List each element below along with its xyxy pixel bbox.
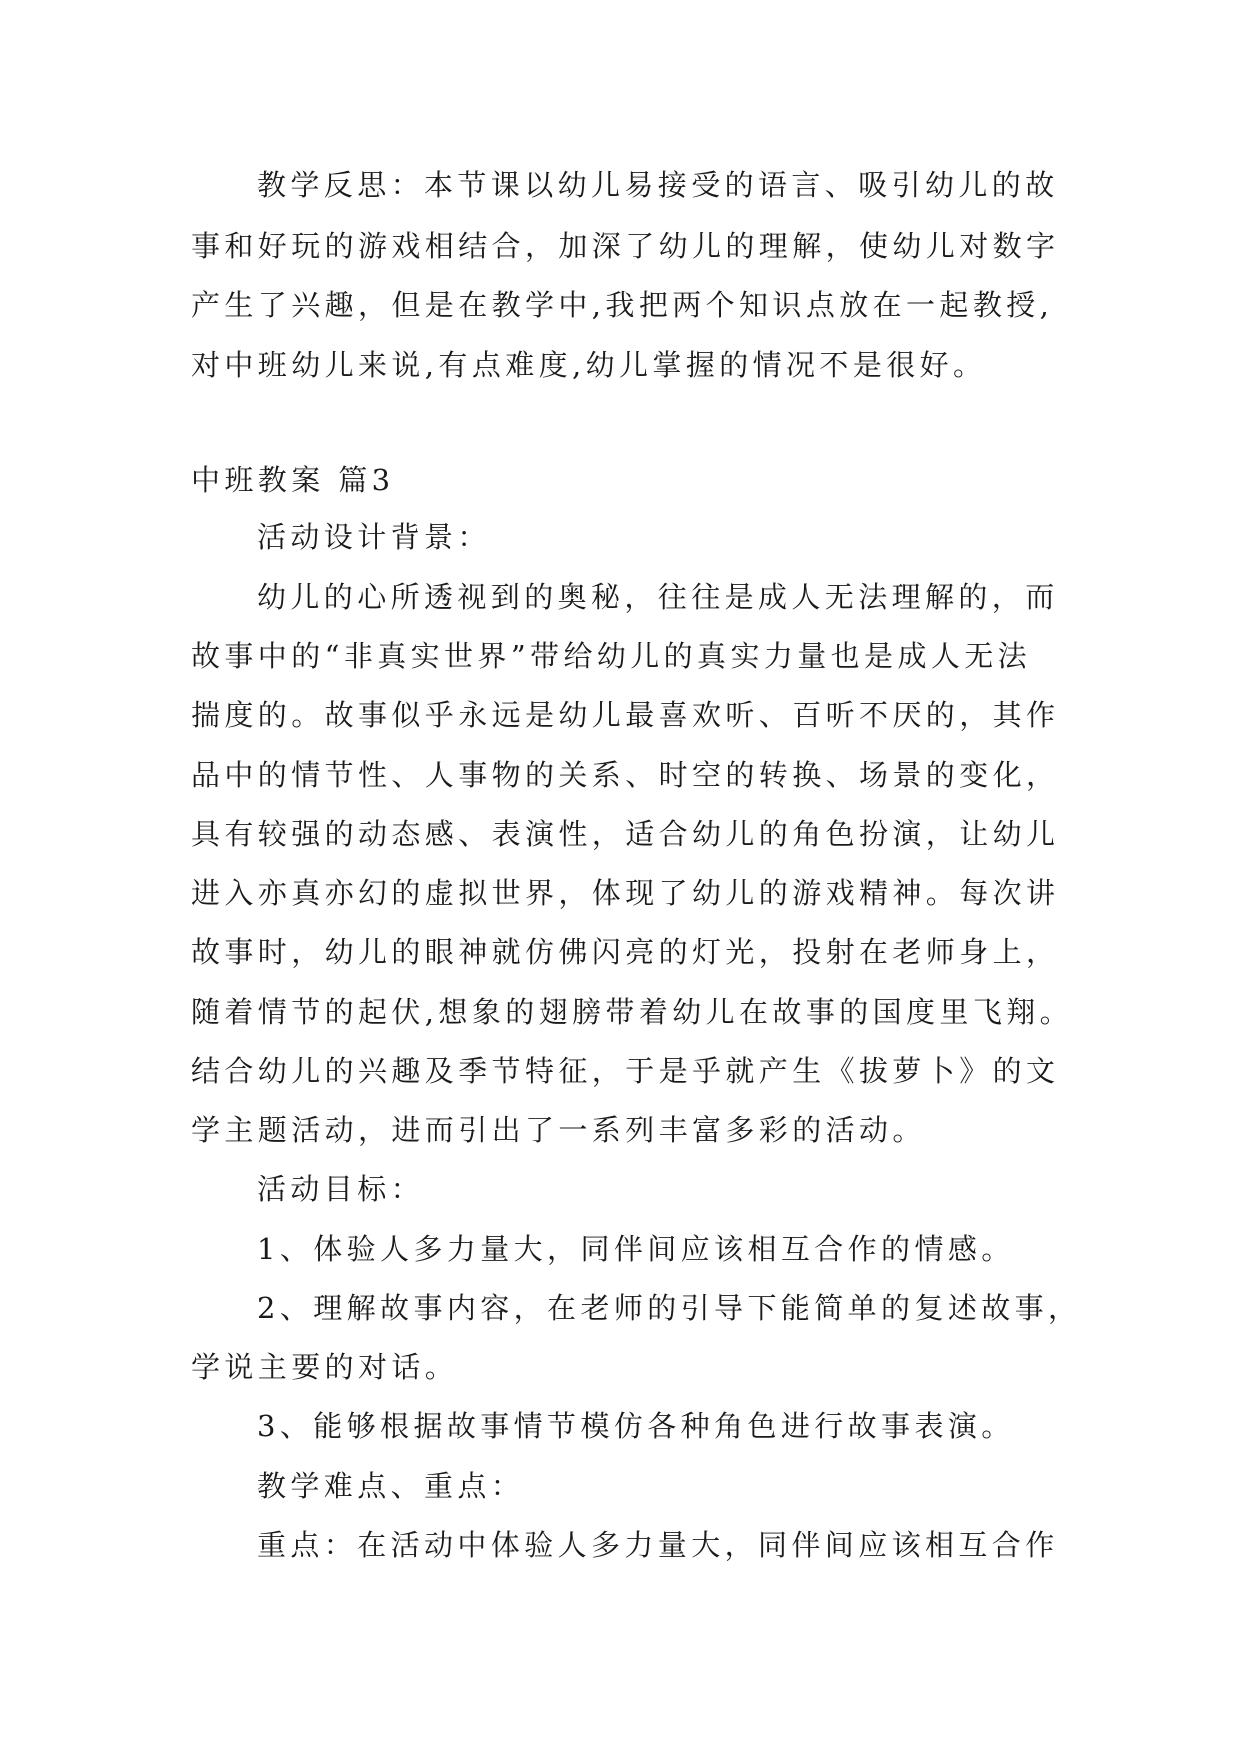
text-line: 进入亦真亦幻的虚拟世界，体现了幼儿的游戏精神。每次讲 <box>191 876 1060 910</box>
text-line: 活动目标： <box>257 1172 425 1206</box>
text-line: 结合幼儿的兴趣及季节特征，于是乎就产生《拔萝卜》的文 <box>191 1054 1060 1088</box>
section-heading: 中班教案 篇3 <box>191 463 395 497</box>
text-line: 幼儿的心所透视到的奥秘，往往是成人无法理解的，而 <box>257 580 1059 614</box>
text-line: 学说主要的对话。 <box>191 1350 459 1384</box>
text-line: 1、体验人多力量大，同伴间应该相互合作的情感。 <box>257 1232 1015 1266</box>
text-line: 随着情节的起伏,想象的翅膀带着幼儿在故事的国度里飞翔。 <box>191 995 1074 1029</box>
text-line: 具有较强的动态感、表演性，适合幼儿的角色扮演，让幼儿 <box>191 817 1060 851</box>
text-line: 教学难点、重点： <box>257 1469 525 1503</box>
text-line: 对中班幼儿来说,有点难度,幼儿掌握的情况不是很好。 <box>191 348 987 382</box>
text-line: 重点：在活动中体验人多力量大，同伴间应该相互合作 <box>257 1528 1059 1562</box>
text-line: 活动设计背景： <box>257 520 491 554</box>
text-line: 事和好玩的游戏相结合，加深了幼儿的理解，使幼儿对数字 <box>191 229 1060 263</box>
text-line: 品中的情节性、人事物的关系、时空的转换、场景的变化， <box>191 758 1060 792</box>
text-line: 故事中的“非真实世界”带给幼儿的真实力量也是成人无法 <box>191 639 1032 673</box>
text-line: 产生了兴趣，但是在教学中,我把两个知识点放在一起教授, <box>191 288 1054 322</box>
text-line: 学主题活动，进而引出了一系列丰富多彩的活动。 <box>191 1113 926 1147</box>
text-line: 2、理解故事内容，在老师的引导下能简单的复述故事， <box>257 1291 1082 1325</box>
text-line: 揣度的。故事似乎永远是幼儿最喜欢听、百听不厌的，其作 <box>191 698 1060 732</box>
text-line: 故事时，幼儿的眼神就仿佛闪亮的灯光，投射在老师身上， <box>191 935 1060 969</box>
text-line: 3、能够根据故事情节模仿各种角色进行故事表演。 <box>257 1409 1015 1443</box>
text-line: 教学反思：本节课以幼儿易接受的语言、吸引幼儿的故 <box>257 168 1059 202</box>
